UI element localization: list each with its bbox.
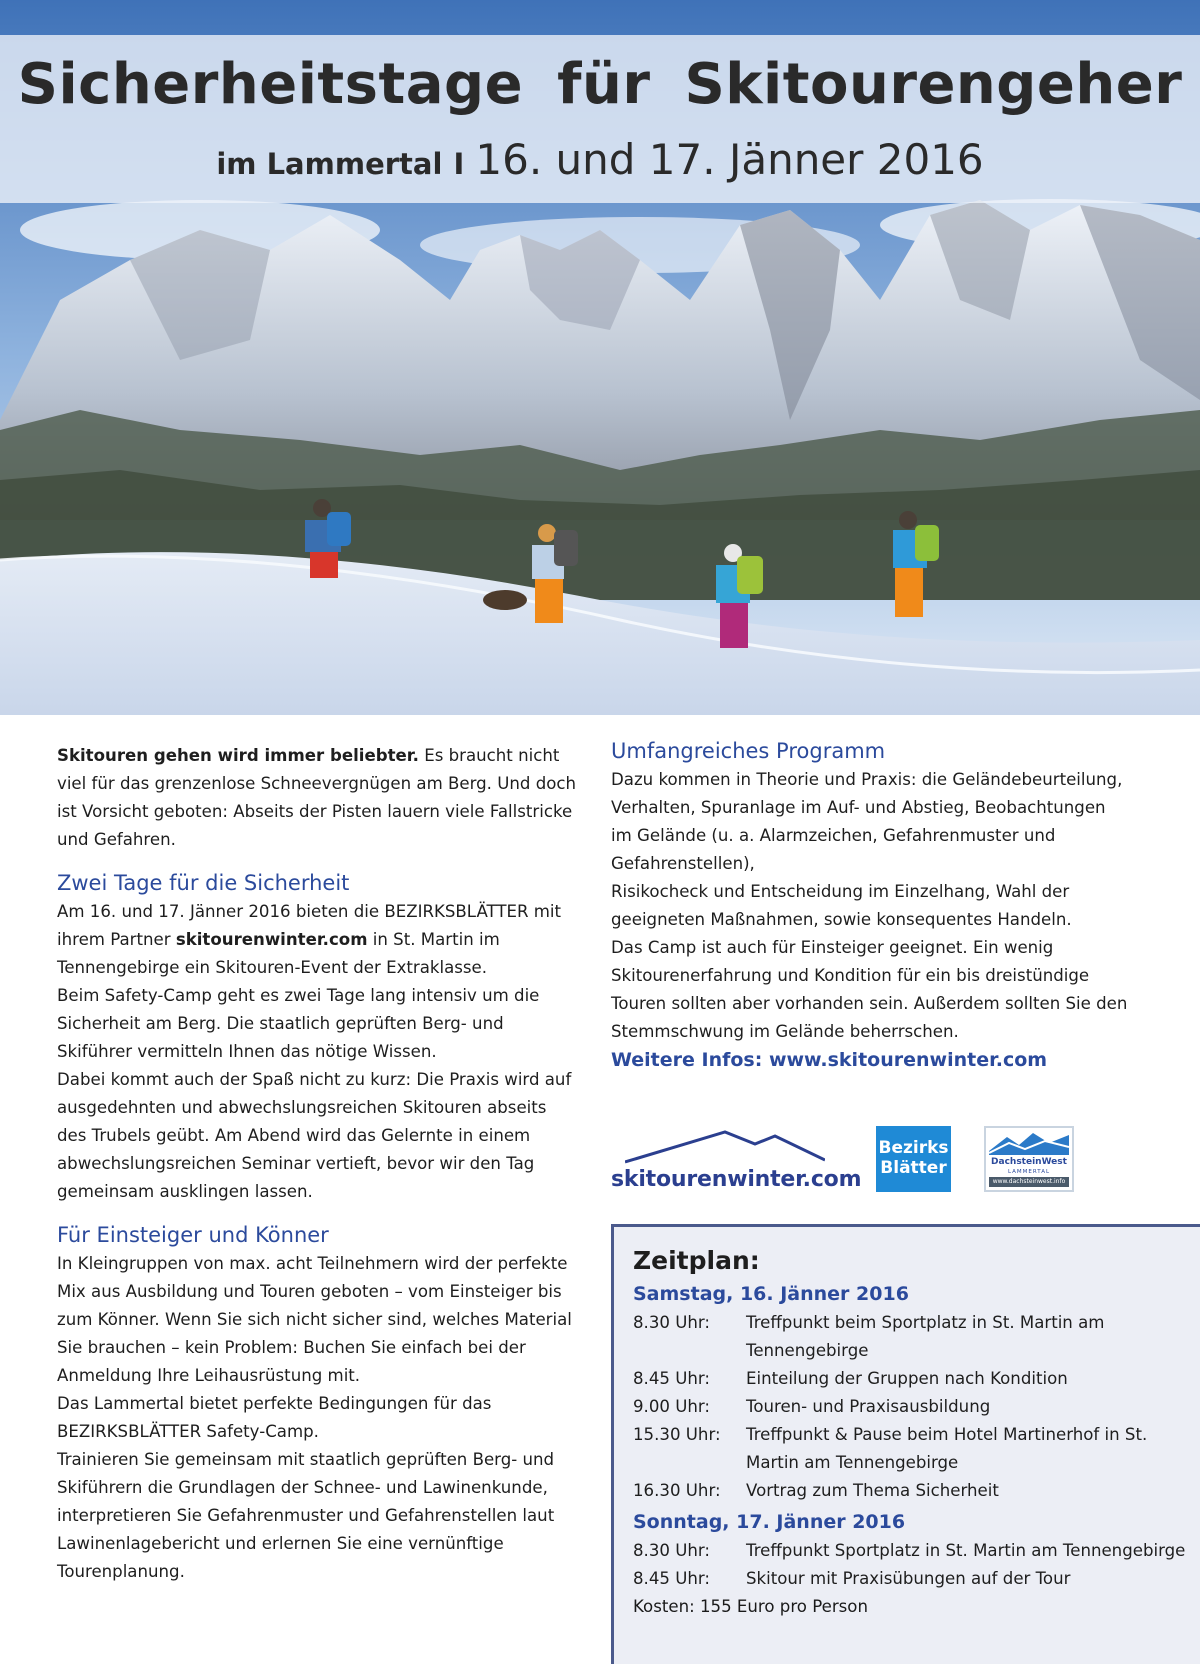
section-heading-einsteiger: Für Einsteiger und Könner (57, 1223, 329, 1247)
section1-text-b: in St. Martin im Tennengebirge ein Skitouren-Event der Extraklasse. (57, 930, 500, 977)
more-info-link[interactable]: Weitere Infos: www.skitourenwinter.com (611, 1049, 1048, 1071)
skitourenwinter-logo[interactable] (611, 1124, 862, 1196)
schedule-time: 16.30 Uhr: (633, 1481, 721, 1500)
mountain-outline-icon (625, 1126, 825, 1166)
hero-photo (0, 0, 1200, 715)
schedule-row (633, 1365, 1200, 1393)
subtitle-location: im Lammertal (216, 147, 443, 181)
schedule-row (633, 1421, 1200, 1477)
schedule-box (611, 1224, 1200, 1664)
section1-text-a: Am 16. und 17. Jänner 2016 bieten die BEZIRKSBLÄTTER mit ihrem Partner (57, 902, 562, 949)
dachstein-name: DachsteinWest (991, 1157, 1067, 1167)
schedule-desc: Treffpunkt & Pause beim Hotel Martinerhof in St. Martin am Tennengebirge (746, 1425, 1148, 1472)
schedule-desc: Treffpunkt beim Sportplatz in St. Martin am Tennengebirge (746, 1313, 1105, 1360)
schedule-time: 15.30 Uhr: (633, 1425, 721, 1444)
right-column (611, 739, 1131, 1074)
page-title: Sicherheitstage für Skitourengeher (17, 52, 1183, 117)
section1-paragraph-1 (57, 898, 577, 982)
dachstein-url: www.dachsteinwest.info (989, 1177, 1069, 1187)
schedule-row (633, 1477, 1200, 1505)
schedule-time: 8.30 Uhr: (633, 1313, 711, 1332)
subtitle-date: 16. und 17. Jänner 2016 (475, 135, 984, 184)
schedule-row (633, 1565, 1200, 1593)
bezirks-line-2: Blätter (880, 1158, 947, 1178)
section2-paragraph-3: Trainieren Sie gemeinsam mit staatlich geprüften Berg- und Skiführern die Grundlagen der Schnee- und Lawinenkunde, interpretieren Sie Gefahrenmuster und Gefahrenstellen laut Lawinenlagebericht und erlernen Sie eine vernünftige Tourenplanung. (57, 1450, 555, 1581)
schedule-desc: Treffpunkt Sportplatz in St. Martin am Tennengebirge (746, 1541, 1186, 1560)
schedule-time: 9.00 Uhr: (633, 1397, 711, 1416)
programm-paragraph-1: Dazu kommen in Theorie und Praxis: die Geländebeurteilung, Verhalten, Spuranlage im Auf- und Abstieg, Beobachtungen im Gelände (u. a. Alarmzeichen, Gefahrenmuster und Gefahrenstellen), (611, 770, 1123, 873)
dachstein-sub: LAMMERTAL (1007, 1169, 1051, 1175)
bezirksblaetter-logo[interactable] (876, 1126, 951, 1192)
schedule-time: 8.45 Uhr: (633, 1369, 711, 1388)
schedule-desc: Einteilung der Gruppen nach Kondition (746, 1369, 1068, 1388)
schedule-desc: Touren- und Praxisausbildung (746, 1397, 991, 1416)
left-column (57, 742, 577, 1586)
schedule-desc: Skitour mit Praxisübungen auf der Tour (746, 1569, 1071, 1588)
section-heading-sicherheit: Zwei Tage für die Sicherheit (57, 871, 350, 895)
schedule-day1-heading: Samstag, 16. Jänner 2016 (633, 1283, 909, 1305)
section1-paragraph-3: Dabei kommt auch der Spaß nicht zu kurz: Die Praxis wird auf ausgedehnten und abwechslungsreichen Skitouren abseits des Trubels geübt. Am Abend wird das Gelernte in einem abwechslungsreichen Seminar vertieft, bevor wir den Tag gemeinsam ausklingen lassen. (57, 1070, 572, 1201)
schedule-row (633, 1393, 1200, 1421)
programm-paragraph-2: Risikocheck und Entscheidung im Einzelhang, Wahl der geeigneten Maßnahmen, sowie konsequentes Handeln. (611, 882, 1072, 929)
schedule-day2-heading: Sonntag, 17. Jänner 2016 (633, 1511, 906, 1533)
intro-text: Es braucht nicht viel für das grenzenlose Schneevergnügen am Berg. Und doch ist Vorsicht geboten: Abseits der Pisten lauern viele Fallstricke und Gefahren. (57, 746, 577, 849)
intro-paragraph (57, 742, 577, 854)
programm-paragraph-3: Das Camp ist auch für Einsteiger geeignet. Ein wenig Skitourenerfahrung und Kondition für ein bis dreistündige Touren sollten aber vorhanden sein. Außerdem sollten Sie den Stemmschwung im Gelände beherrschen. (611, 938, 1128, 1041)
dachsteinwest-logo[interactable] (984, 1126, 1074, 1192)
intro-bold: Skitouren gehen wird immer beliebter. (57, 746, 419, 765)
sponsor-logos (611, 1124, 1151, 1196)
section2-paragraph-1: In Kleingruppen von max. acht Teilnehmern wird der perfekte Mix aus Ausbildung und Touren geboten – vom Einsteiger bis zum Könner. Wenn Sie sich nicht sicher sind, welches Material Sie brauchen – kein Problem: Buchen Sie einfach bei der Anmeldung Ihre Leihausrüstung mit. (57, 1254, 572, 1385)
section2-paragraph-2: Das Lammertal bietet perfekte Bedingungen für das BEZIRKSBLÄTTER Safety-Camp. (57, 1394, 492, 1441)
section-heading-programm: Umfangreiches Programm (611, 739, 886, 763)
schedule-time: 8.45 Uhr: (633, 1569, 711, 1588)
skitourenwinter-wordmark: skitourenwinter.com (611, 1167, 862, 1192)
schedule-title: Zeitplan: (633, 1246, 760, 1275)
subtitle-separator: I (453, 147, 465, 181)
mountain-wave-icon (989, 1131, 1069, 1155)
bezirks-line-1: Bezirks (878, 1138, 949, 1158)
page-subtitle (0, 135, 1200, 184)
partner-link-text: skitourenwinter.com (175, 930, 368, 949)
schedule-row (633, 1309, 1200, 1365)
section1-paragraph-2: Beim Safety-Camp geht es zwei Tage lang intensiv um die Sicherheit am Berg. Die staatlich geprüften Berg- und Skiführer vermitteln Ihnen das nötige Wissen. (57, 986, 540, 1061)
schedule-row (633, 1537, 1200, 1565)
schedule-time: 8.30 Uhr: (633, 1541, 711, 1560)
schedule-cost: Kosten: 155 Euro pro Person (633, 1597, 868, 1616)
schedule-desc: Vortrag zum Thema Sicherheit (746, 1481, 999, 1500)
